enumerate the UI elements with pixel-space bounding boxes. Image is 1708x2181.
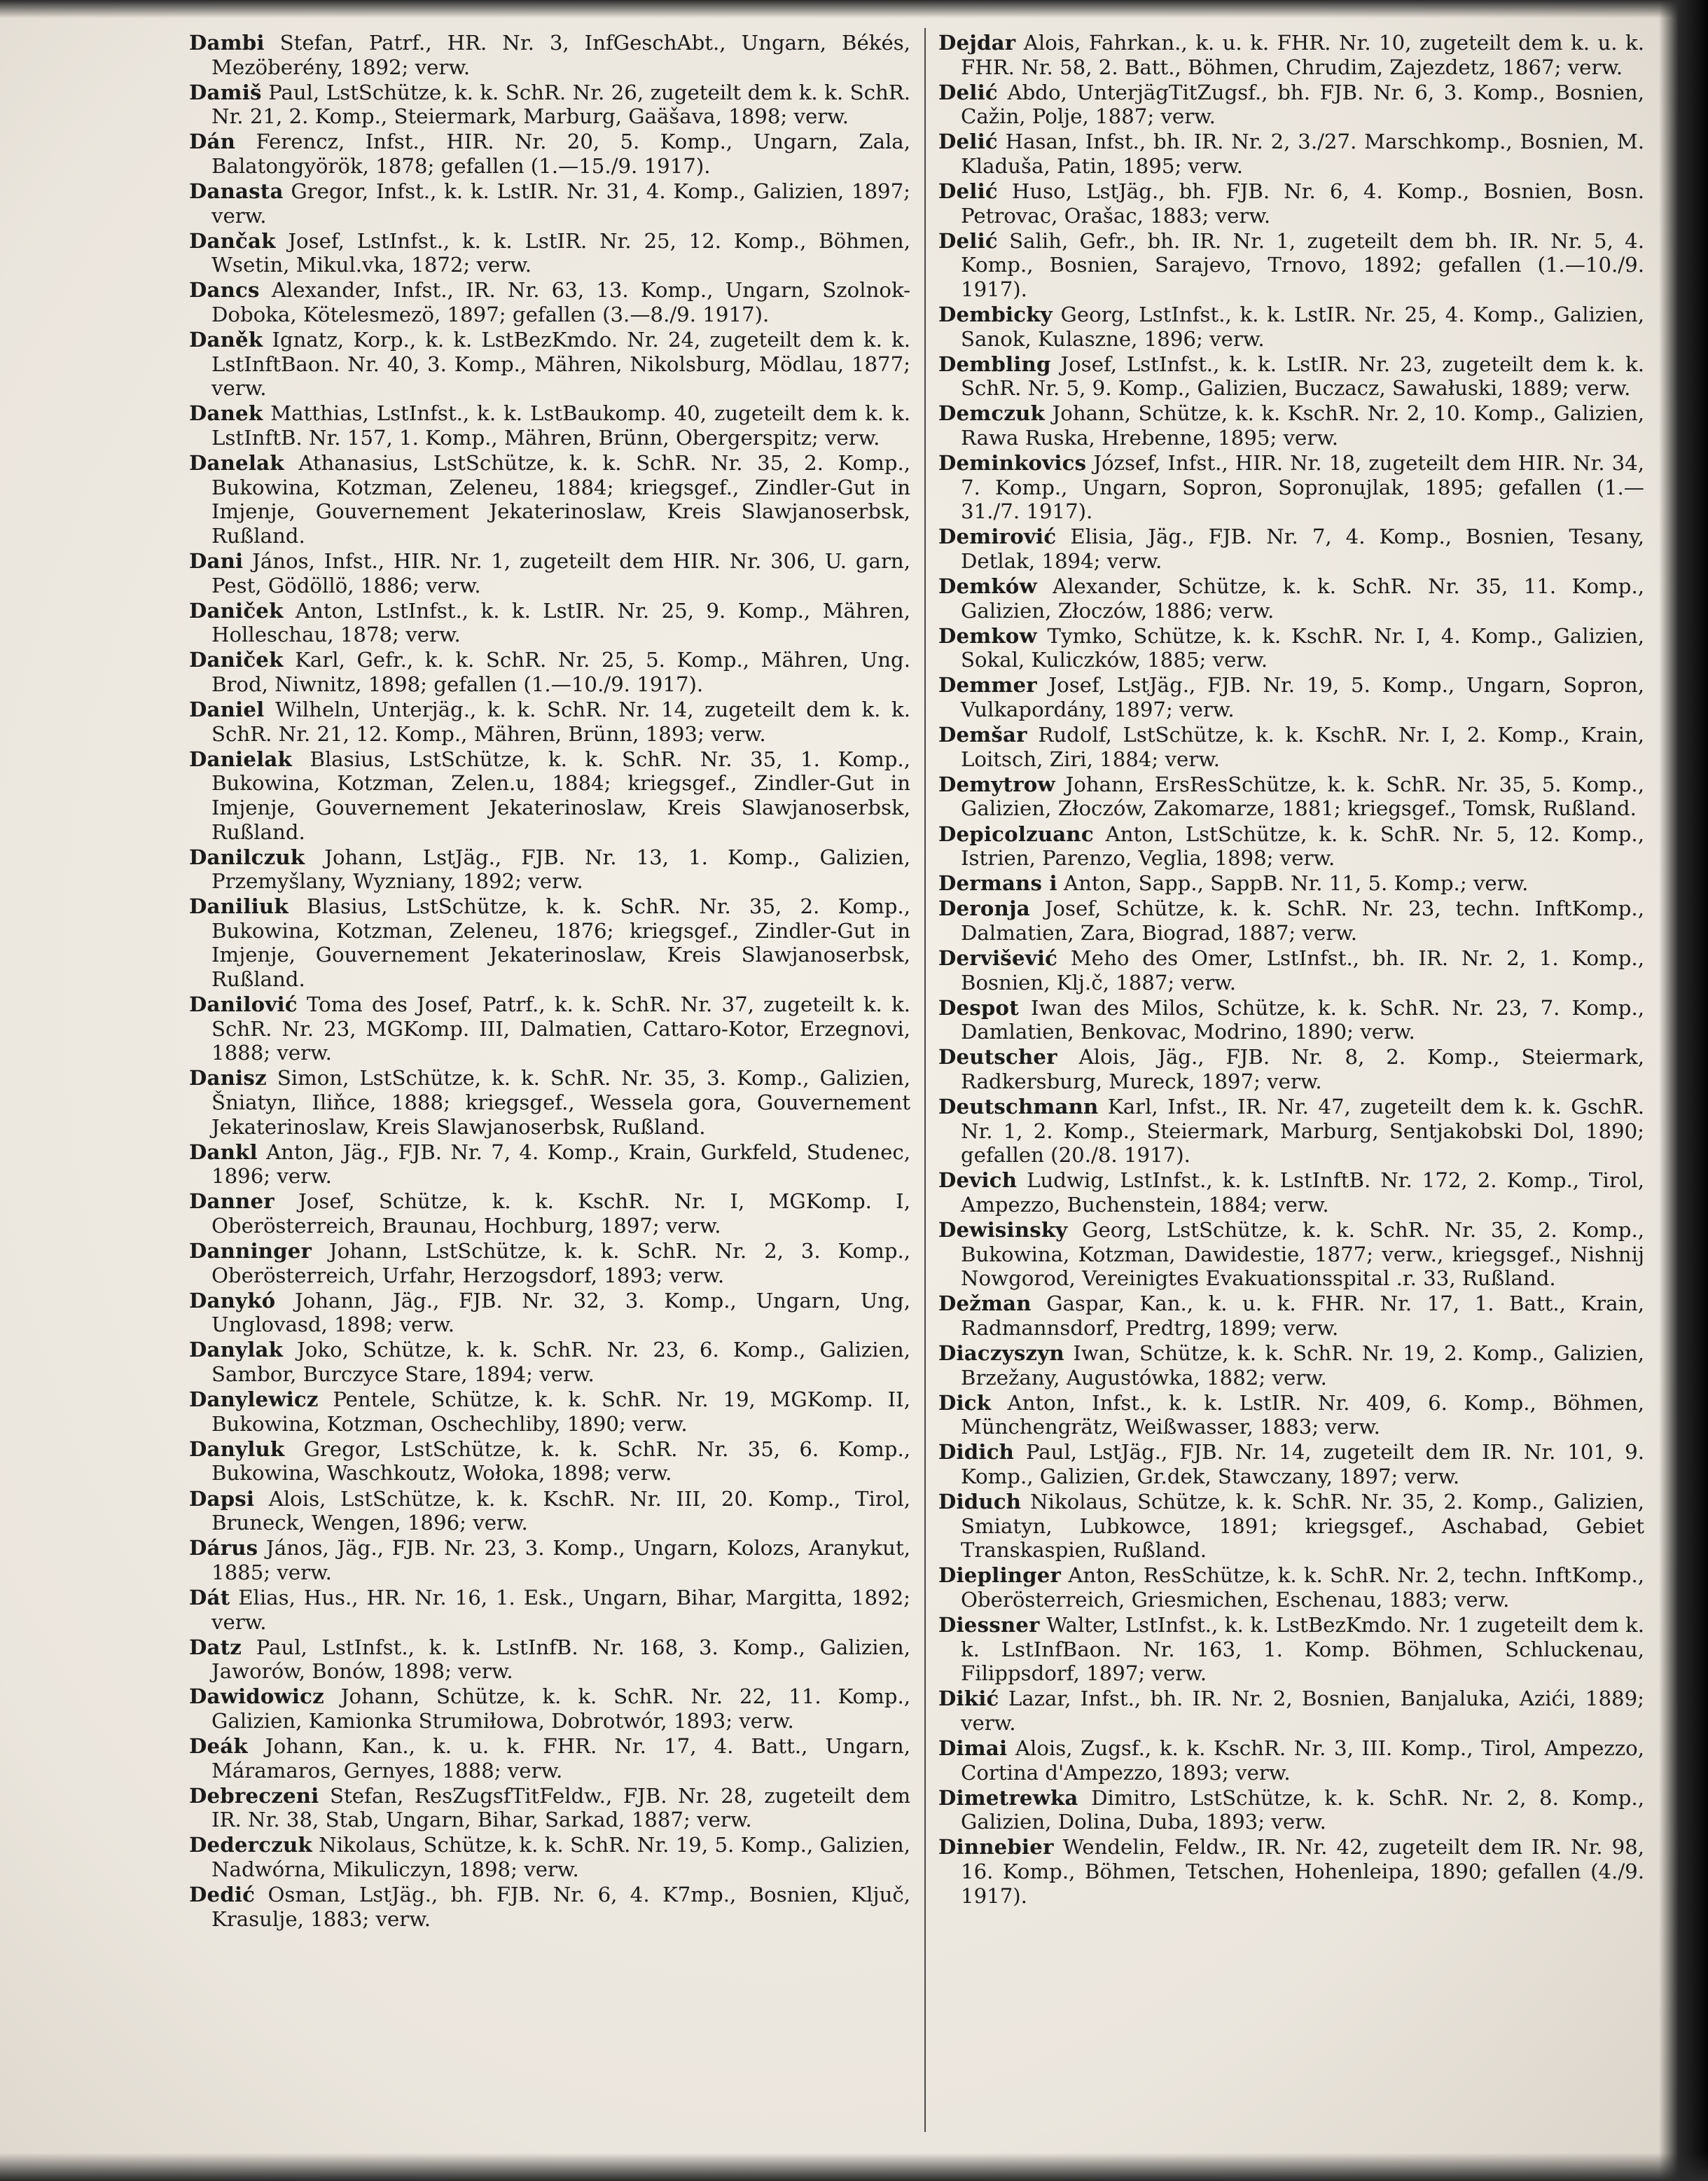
surname: Dikić bbox=[938, 1687, 999, 1711]
casualty-entry bbox=[938, 574, 1644, 623]
entry-details: Hasan, Infst., bh. IR. Nr. 2, 3./27. Marschkomp., Bosnien, M. Kladuša, Patin, 1895; verw. bbox=[961, 130, 1644, 178]
surname: Dick bbox=[938, 1390, 992, 1415]
entry-details: Elias, Hus., HR. Nr. 16, 1. Esk., Ungarn, Bihar, Margitta, 1892; verw. bbox=[211, 1585, 910, 1634]
casualty-entry bbox=[189, 992, 910, 1065]
entry-details: Abdo, UnterjägTitZugsf., bh. FJB. Nr. 6, 3. Komp., Bosnien, Cažin, Polje, 1887; verw. bbox=[961, 80, 1644, 129]
entry-details: Johann, ErsResSchütze, k. k. SchR. Nr. 35, 5. Komp., Galizien, Złoczów, Zakomarze, 1881; kriegsgef., Tomsk, Rußland. bbox=[961, 772, 1644, 821]
entry-details: Nikolaus, Schütze, k. k. SchR. Nr. 19, 5. Komp., Galizien, Nadwórna, Mikuliczyn, 1898; verw. bbox=[211, 1833, 910, 1881]
entry-details: Karl, Gefr., k. k. SchR. Nr. 25, 5. Komp., Mähren, Ung. Brod, Niwnitz, 1898; gefallen (1.—10./9. 1917). bbox=[211, 648, 910, 696]
entry-details: Georg, LstSchütze, k. k. SchR. Nr. 35, 2. Komp., Bukowina, Kotzman, Dawidestie, 1877; verw., kriegsgef., Nishnij Nowgorod, Vereinigtes Evakuationsspital .r. 33, Rußland. bbox=[961, 1218, 1644, 1291]
casualty-entry bbox=[938, 303, 1644, 351]
casualty-entry bbox=[189, 1066, 910, 1139]
surname: Demczuk bbox=[938, 401, 1045, 426]
surname: Damiš bbox=[189, 80, 262, 104]
casualty-entry bbox=[938, 130, 1644, 178]
casualty-entry bbox=[189, 1635, 910, 1684]
casualty-entry bbox=[938, 624, 1644, 672]
surname: Dedić bbox=[189, 1883, 256, 1907]
scan-shadow-right bbox=[1659, 0, 1708, 2181]
casualty-entry bbox=[189, 747, 910, 844]
entry-details: Paul, LstInfst., k. k. LstInfB. Nr. 168, 3. Komp., Galizien, Jaworów, Bonów, 1898; verw. bbox=[211, 1635, 910, 1684]
casualty-entry bbox=[189, 31, 910, 79]
casualty-entry bbox=[938, 996, 1644, 1044]
surname: Demirović bbox=[938, 525, 1057, 549]
entry-details: Simon, LstSchütze, k. k. SchR. Nr. 35, 3. Komp., Galizien, Šniatyn, Iliňce, 1888; kriegsgef., Wessela gora, Gouvernement Jekaterinoslaw, Kreis Slawjanoserbsk, Rußland. bbox=[211, 1066, 910, 1139]
entry-details: Osman, LstJäg., bh. FJB. Nr. 6, 4. K7mp., Bosnien, Ključ, Krasulje, 1883; verw. bbox=[211, 1883, 910, 1931]
entry-details: Alois, LstSchütze, k. k. KschR. Nr. III, 20. Komp., Tirol, Bruneck, Wengen, 1896; verw. bbox=[211, 1486, 910, 1535]
scan-shadow-top bbox=[0, 0, 1708, 18]
surname: Deronja bbox=[938, 896, 1030, 921]
entry-details: Gregor, Infst., k. k. LstIR. Nr. 31, 4. Komp., Galizien, 1897; verw. bbox=[211, 179, 910, 228]
casualty-entry bbox=[189, 1289, 910, 1337]
surname: Dawidowicz bbox=[189, 1684, 324, 1709]
entry-details: Blasius, LstSchütze, k. k. SchR. Nr. 35, 2. Komp., Bukowina, Kotzman, Zeleneu, 1876; kriegsgef., Zindler-Gut in Imjenje, Gouvernement Jekaterinoslaw, Kreis Slawjanoserbsk, Rußland. bbox=[211, 894, 910, 992]
surname: Delić bbox=[938, 80, 998, 104]
entry-details: Paul, LstJäg., FJB. Nr. 14, zugeteilt dem IR. Nr. 101, 9. Komp., Galizien, Gr.dek, Stawczany, 1897; verw. bbox=[961, 1440, 1644, 1488]
surname: Dančak bbox=[189, 228, 276, 253]
casualty-entry bbox=[938, 1341, 1644, 1390]
surname: Delić bbox=[938, 228, 998, 253]
entry-details: Johann, Schütze, k. k. KschR. Nr. 2, 10. Komp., Galizien, Rawa Ruska, Hrebenne, 1895; verw. bbox=[961, 401, 1644, 450]
surname: Danner bbox=[189, 1189, 275, 1214]
casualty-entry bbox=[938, 1168, 1644, 1217]
entry-details: Wilheln, Unterjäg., k. k. SchR. Nr. 14, zugeteilt dem k. k. SchR. Nr. 21, 12. Komp., Mähren, Brünn, 1893; verw. bbox=[211, 698, 910, 746]
casualty-entry bbox=[189, 894, 910, 991]
surname: Dieplinger bbox=[938, 1563, 1062, 1588]
casualty-entry bbox=[189, 328, 910, 401]
entry-details: Johann, Jäg., FJB. Nr. 32, 3. Komp., Ungarn, Ung, Unglovasd, 1898; verw. bbox=[211, 1288, 910, 1337]
casualty-entry bbox=[189, 1487, 910, 1535]
entry-details: Joko, Schütze, k. k. SchR. Nr. 23, 6. Komp., Galizien, Sambor, Burczyce Stare, 1894; verw. bbox=[211, 1338, 910, 1387]
casualty-entry bbox=[938, 401, 1644, 450]
surname: Danielak bbox=[189, 747, 292, 771]
surname: Deminkovics bbox=[938, 451, 1087, 476]
surname: Depicolzuanc bbox=[938, 822, 1094, 846]
surname: Deutscher bbox=[938, 1045, 1057, 1069]
casualty-entry bbox=[189, 81, 910, 129]
entry-details: Ignatz, Korp., k. k. LstBezKmdo. Nr. 24, zugeteilt dem k. k. LstInftBaon. Nr. 40, 3. Komp., Mähren, Nikolsburg, Mödlau, 1877; verw. bbox=[211, 328, 910, 401]
left-column bbox=[189, 31, 910, 2139]
casualty-entry bbox=[938, 871, 1644, 896]
casualty-entry bbox=[938, 946, 1644, 995]
entry-details: Johann, Schütze, k. k. SchR. Nr. 22, 11. Komp., Galizien, Kamionka Strumiłowa, Dobrotwór, 1893; verw. bbox=[211, 1684, 910, 1733]
entry-details: Anton, Sapp., SappB. Nr. 11, 5. Komp.; verw. bbox=[1057, 871, 1529, 896]
casualty-entry bbox=[189, 1536, 910, 1584]
surname: Danilczuk bbox=[189, 845, 305, 869]
entry-details: Johann, LstSchütze, k. k. SchR. Nr. 2, 3. Komp., Oberösterreich, Urfahr, Herzogsdorf, 1893; verw. bbox=[211, 1239, 910, 1287]
casualty-entry bbox=[189, 1833, 910, 1881]
entry-details: Blasius, LstSchütze, k. k. SchR. Nr. 35, 1. Komp., Bukowina, Kotzman, Zelen.u, 1884; kriegsgef., Zindler-Gut in Imjenje, Gouvernement Jekaterinoslaw, Kreis Slawjanoserbsk, Rußland. bbox=[211, 747, 910, 844]
entry-details: József, Infst., HIR. Nr. 18, zugeteilt dem HIR. Nr. 34, 7. Komp., Ungarn, Sopron, Sopronujlak, 1895; gefallen (1.—31./7. 1917). bbox=[961, 451, 1644, 524]
casualty-entry bbox=[938, 1440, 1644, 1488]
entry-details: Gaspar, Kan., k. u. k. FHR. Nr. 17, 1. Batt., Krain, Radmannsdorf, Predtrg, 1899; verw. bbox=[961, 1292, 1644, 1340]
entry-details: Anton, LstSchütze, k. k. SchR. Nr. 5, 12. Komp., Istrien, Parenzo, Veglia, 1898; verw. bbox=[961, 822, 1644, 871]
casualty-entry bbox=[189, 549, 910, 597]
casualty-entry bbox=[938, 773, 1644, 821]
entry-details: Alexander, Schütze, k. k. SchR. Nr. 35, 11. Komp., Galizien, Złoczów, 1886; verw. bbox=[961, 574, 1644, 623]
casualty-entry bbox=[189, 179, 910, 228]
surname: Dežman bbox=[938, 1292, 1032, 1316]
entry-details: János, Infst., HIR. Nr. 1, zugeteilt dem HIR. Nr. 306, U. garn, Pest, Gödöllö, 1886; verw. bbox=[211, 548, 910, 597]
entry-details: Wendelin, Feldw., IR. Nr. 42, zugeteilt dem IR. Nr. 98, 16. Komp., Böhmen, Tetschen, Hohenleipa, 1890; gefallen (4./9. 1917). bbox=[961, 1835, 1644, 1908]
entry-details: Iwan des Milos, Schütze, k. k. SchR. Nr. 23, 7. Komp., Damlatien, Benkovac, Modrino, 1890; verw. bbox=[961, 995, 1644, 1044]
casualty-entry bbox=[938, 1391, 1644, 1439]
surname: Demków bbox=[938, 574, 1037, 599]
scan-shadow-bottom bbox=[0, 2153, 1708, 2181]
casualty-entry bbox=[189, 229, 910, 277]
surname: Diessner bbox=[938, 1613, 1040, 1637]
casualty-entry bbox=[189, 1734, 910, 1782]
entry-details: Johann, LstJäg., FJB. Nr. 13, 1. Komp., Galizien, Przemyšlany, Wyzniany, 1892; verw. bbox=[211, 845, 910, 894]
casualty-entry bbox=[938, 525, 1644, 573]
entry-details: Rudolf, LstSchütze, k. k. KschR. Nr. I, 2. Komp., Krain, Loitsch, Ziri, 1884; verw. bbox=[961, 723, 1644, 771]
casualty-entry bbox=[938, 896, 1644, 945]
surname: Dinnebier bbox=[938, 1835, 1054, 1860]
casualty-entry bbox=[938, 1045, 1644, 1093]
surname: Dimai bbox=[938, 1736, 1008, 1760]
entry-details: Huso, LstJäg., bh. FJB. Nr. 6, 4. Komp., Bosnien, Bosn. Petrovac, Orašac, 1883; verw. bbox=[961, 179, 1644, 228]
entry-details: Alois, Jäg., FJB. Nr. 8, 2. Komp., Steiermark, Radkersburg, Mureck, 1897; verw. bbox=[961, 1045, 1644, 1093]
entry-details: Alois, Fahrkan., k. u. k. FHR. Nr. 10, zugeteilt dem k. u. k. FHR. Nr. 58, 2. Batt., Böhmen, Chrudim, Zajezdetz, 1867; verw. bbox=[961, 31, 1644, 79]
entry-details: Ferencz, Infst., HIR. Nr. 20, 5. Komp., Ungarn, Zala, Balatongyörök, 1878; gefallen (1.—15./9. 1917). bbox=[211, 130, 910, 178]
surname: Danylewicz bbox=[189, 1387, 319, 1412]
entry-details: Josef, LstInfst., k. k. LstIR. Nr. 23, zugeteilt dem k. k. SchR. Nr. 5, 9. Komp., Galizien, Buczacz, Sawałuski, 1889; verw. bbox=[961, 352, 1644, 401]
entry-details: Athanasius, LstSchütze, k. k. SchR. Nr. 35, 2. Komp., Bukowina, Kotzman, Zeleneu, 1884; kriegsgef., Zindler-Gut in Imjenje, Gouvernement Jekaterinoslaw, Kreis Slawjanoserbsk, Rußland. bbox=[211, 451, 910, 548]
entry-details: Josef, LstJäg., FJB. Nr. 19, 5. Komp., Ungarn, Sopron, Vulkapordány, 1897; verw. bbox=[961, 673, 1644, 722]
casualty-entry bbox=[938, 1736, 1644, 1785]
entry-details: Anton, ResSchütze, k. k. SchR. Nr. 2, techn. InftKomp., Oberösterreich, Griesmichen, Eschenau, 1883; verw. bbox=[961, 1563, 1644, 1612]
casualty-entry bbox=[189, 130, 910, 178]
surname: Debreczeni bbox=[189, 1783, 319, 1808]
entry-details: Walter, LstInfst., k. k. LstBezKmdo. Nr. 1 zugeteilt dem k. k. LstInfBaon. Nr. 163, 1. Komp. Böhmen, Schluckenau, Filippsdorf, 1897; verw. bbox=[961, 1613, 1644, 1686]
surname: Demmer bbox=[938, 673, 1037, 698]
casualty-entry bbox=[938, 81, 1644, 129]
surname: Danelak bbox=[189, 451, 284, 476]
entry-details: Tymko, Schütze, k. k. KschR. Nr. I, 4. Komp., Galizien, Sokal, Kuliczków, 1885; verw. bbox=[961, 623, 1644, 672]
right-column bbox=[938, 31, 1644, 2139]
entry-details: Alexander, Infst., IR. Nr. 63, 13. Komp., Ungarn, Szolnok-Doboka, Kötelesmezö, 1897; gefallen (3.—8./9. 1917). bbox=[211, 278, 910, 327]
entry-details: Toma des Josef, Patrf., k. k. SchR. Nr. 37, zugeteilt k. k. SchR. Nr. 23, MGKomp. III, Dalmatien, Cattaro-Kotor, Erzegnovi, 1888; verw. bbox=[211, 992, 910, 1065]
casualty-entry bbox=[189, 1883, 910, 1931]
casualty-entry bbox=[938, 1490, 1644, 1563]
entry-details: Salih, Gefr., bh. IR. Nr. 1, zugeteilt dem bh. IR. Nr. 5, 4. Komp., Bosnien, Sarajevo, Trnovo, 1892; gefallen (1.—10./9. 1917). bbox=[961, 228, 1644, 301]
entry-details: Dimitro, LstSchütze, k. k. SchR. Nr. 2, 8. Komp., Galizien, Dolina, Duba, 1893; verw. bbox=[961, 1785, 1644, 1834]
casualty-entry bbox=[189, 1239, 910, 1287]
casualty-entry bbox=[938, 1786, 1644, 1834]
surname: Dapsi bbox=[189, 1486, 255, 1511]
surname: Dederczuk bbox=[189, 1833, 312, 1857]
surname: Danek bbox=[189, 401, 263, 426]
casualty-entry bbox=[189, 1784, 910, 1832]
column-divider bbox=[924, 28, 926, 2132]
surname: Didich bbox=[938, 1440, 1015, 1465]
casualty-entry bbox=[189, 599, 910, 647]
surname: Dembicky bbox=[938, 303, 1053, 327]
surname: Dimetrewka bbox=[938, 1785, 1078, 1810]
surname: Devich bbox=[938, 1168, 1018, 1193]
casualty-entry bbox=[189, 1189, 910, 1238]
entry-details: Nikolaus, Schütze, k. k. SchR. Nr. 35, 2. Komp., Galizien, Smiatyn, Lubkowce, 1891; kriegsgef., Aschabad, Gebiet Transkaspien, Rußland. bbox=[961, 1490, 1644, 1563]
surname: Daněk bbox=[189, 328, 263, 352]
casualty-entry bbox=[189, 451, 910, 548]
casualty-entry bbox=[938, 31, 1644, 79]
casualty-entry bbox=[189, 1387, 910, 1436]
entry-details: Anton, Infst., k. k. LstIR. Nr. 409, 6. Komp., Böhmen, Münchengrätz, Weißwasser, 1883; verw. bbox=[961, 1390, 1644, 1439]
surname: Demšar bbox=[938, 723, 1027, 747]
surname: Dancs bbox=[189, 278, 260, 303]
surname: Dankl bbox=[189, 1140, 258, 1164]
entry-details: Ludwig, LstInfst., k. k. LstInftB. Nr. 172, 2. Komp., Tirol, Ampezzo, Buchenstein, 1884; verw. bbox=[961, 1168, 1644, 1217]
entry-details: Elisia, Jäg., FJB. Nr. 7, 4. Komp., Bosnien, Tesany, Detlak, 1894; verw. bbox=[961, 525, 1644, 573]
surname: Delić bbox=[938, 130, 998, 154]
surname: Danasta bbox=[189, 179, 284, 204]
entry-details: Paul, LstSchütze, k. k. SchR. Nr. 26, zugeteilt dem k. k. SchR. Nr. 21, 2. Komp., Steiermark, Marburg, Gaäšava, 1898; verw. bbox=[211, 80, 910, 129]
casualty-entry bbox=[938, 229, 1644, 302]
casualty-entry bbox=[938, 1687, 1644, 1735]
casualty-entry bbox=[938, 352, 1644, 401]
entry-details: Gregor, LstSchütze, k. k. SchR. Nr. 35, 6. Komp., Bukowina, Waschkoutz, Wołoka, 1898; verw. bbox=[211, 1436, 910, 1486]
casualty-entry bbox=[938, 1095, 1644, 1168]
casualty-entry bbox=[189, 1338, 910, 1386]
surname: Danyluk bbox=[189, 1436, 285, 1461]
entry-details: Stefan, Patrf., HR. Nr. 3, InfGeschAbt., Ungarn, Békés, Mezöberény, 1892; verw. bbox=[211, 31, 910, 79]
casualty-entry bbox=[189, 845, 910, 894]
casualty-entry bbox=[938, 179, 1644, 228]
surname: Datz bbox=[189, 1635, 242, 1659]
surname: Dermans i bbox=[938, 871, 1057, 896]
casualty-entry bbox=[938, 673, 1644, 721]
entry-details: Lazar, Infst., bh. IR. Nr. 2, Bosnien, Banjaluka, Azići, 1889; verw. bbox=[961, 1687, 1644, 1735]
entry-details: Stefan, ResZugsfTitFeldw., FJB. Nr. 28, zugeteilt dem IR. Nr. 38, Stab, Ungarn, Bihar, Sarkad, 1887; verw. bbox=[211, 1783, 910, 1832]
casualty-entry bbox=[938, 822, 1644, 871]
casualty-entry bbox=[938, 451, 1644, 524]
entry-details: Karl, Infst., IR. Nr. 47, zugeteilt dem k. k. GschR. Nr. 1, 2. Komp., Steiermark, Marburg, Sentjakobski Dol, 1890; gefallen (20./8. 1917). bbox=[961, 1095, 1644, 1168]
casualty-entry bbox=[189, 1437, 910, 1486]
casualty-entry bbox=[938, 723, 1644, 771]
surname: Danilović bbox=[189, 992, 298, 1017]
surname: Danykó bbox=[189, 1288, 276, 1313]
casualty-entry bbox=[189, 278, 910, 326]
entry-details: Johann, Kan., k. u. k. FHR. Nr. 17, 4. Batt., Ungarn, Máramaros, Gernyes, 1888; verw. bbox=[211, 1733, 910, 1782]
entry-details: Anton, Jäg., FJB. Nr. 7, 4. Komp., Krain, Gurkfeld, Studenec, 1896; verw. bbox=[211, 1140, 910, 1189]
surname: Diduch bbox=[938, 1490, 1022, 1514]
surname: Daniček bbox=[189, 598, 284, 623]
surname: Dán bbox=[189, 130, 236, 154]
entry-details: Pentele, Schütze, k. k. SchR. Nr. 19, MGKomp. II, Bukowina, Kotzman, Oschechliby, 1890; verw. bbox=[211, 1387, 910, 1436]
surname: Demytrow bbox=[938, 772, 1055, 796]
surname: Deák bbox=[189, 1733, 248, 1758]
casualty-entry bbox=[189, 401, 910, 450]
surname: Delić bbox=[938, 179, 998, 204]
entry-details: János, Jäg., FJB. Nr. 23, 3. Komp., Ungarn, Kolozs, Aranykut, 1885; verw. bbox=[211, 1536, 910, 1584]
entry-details: Matthias, LstInfst., k. k. LstBaukomp. 40, zugeteilt dem k. k. LstInftB. Nr. 157, 1. Komp., Mähren, Brünn, Obergerspitz; verw. bbox=[211, 401, 910, 450]
surname: Dát bbox=[189, 1585, 230, 1609]
entry-details: Georg, LstInfst., k. k. LstIR. Nr. 25, 4. Komp., Galizien, Sanok, Kulaszne, 1896; verw. bbox=[961, 303, 1644, 351]
surname: Danninger bbox=[189, 1239, 312, 1263]
casualty-entry bbox=[189, 1586, 910, 1634]
surname: Dambi bbox=[189, 31, 265, 55]
surname: Dejdar bbox=[938, 31, 1016, 55]
surname: Diaczyszyn bbox=[938, 1341, 1064, 1365]
surname: Danisz bbox=[189, 1066, 267, 1090]
casualty-entry bbox=[938, 1563, 1644, 1612]
entry-details: Josef, Schütze, k. k. KschR. Nr. I, MGKomp. I, Oberösterreich, Braunau, Hochburg, 1897; verw. bbox=[211, 1189, 910, 1238]
entry-details: Josef, LstInfst., k. k. LstIR. Nr. 25, 12. Komp., Böhmen, Wsetin, Mikul.vka, 1872; verw. bbox=[211, 228, 910, 277]
entry-details: Meho des Omer, LstInfst., bh. IR. Nr. 2, 1. Komp., Bosnien, Klj.č, 1887; verw. bbox=[961, 946, 1644, 995]
casualty-entry bbox=[189, 648, 910, 696]
surname: Deutschmann bbox=[938, 1095, 1099, 1119]
entry-details: Iwan, Schütze, k. k. SchR. Nr. 19, 2. Komp., Galizien, Brzežany, Augustówka, 1882; verw. bbox=[961, 1341, 1644, 1390]
casualty-entry bbox=[938, 1835, 1644, 1908]
entry-details: Josef, Schütze, k. k. SchR. Nr. 23, techn. InftKomp., Dalmatien, Zara, Biograd, 1887; verw. bbox=[961, 896, 1644, 945]
surname: Dewisinsky bbox=[938, 1218, 1068, 1242]
surname: Dárus bbox=[189, 1536, 258, 1560]
casualty-entry bbox=[938, 1292, 1644, 1340]
surname: Daniliuk bbox=[189, 894, 289, 919]
entry-details: Anton, LstInfst., k. k. LstIR. Nr. 25, 9. Komp., Mähren, Holleschau, 1878; verw. bbox=[211, 598, 910, 647]
casualty-entry bbox=[189, 1684, 910, 1733]
surname: Dervišević bbox=[938, 946, 1058, 970]
surname: Demkow bbox=[938, 623, 1037, 648]
surname: Danylak bbox=[189, 1338, 284, 1362]
casualty-entry bbox=[189, 698, 910, 746]
surname: Despot bbox=[938, 995, 1019, 1020]
surname: Dembling bbox=[938, 352, 1051, 376]
casualty-entry bbox=[189, 1140, 910, 1189]
surname: Dani bbox=[189, 548, 244, 573]
surname: Daniček bbox=[189, 648, 284, 672]
surname: Daniel bbox=[189, 698, 265, 722]
casualty-entry bbox=[938, 1218, 1644, 1291]
entry-details: Alois, Zugsf., k. k. KschR. Nr. 3, III. Komp., Tirol, Ampezzo, Cortina d'Ampezzo, 1893; verw. bbox=[961, 1736, 1644, 1785]
casualty-entry bbox=[938, 1613, 1644, 1686]
